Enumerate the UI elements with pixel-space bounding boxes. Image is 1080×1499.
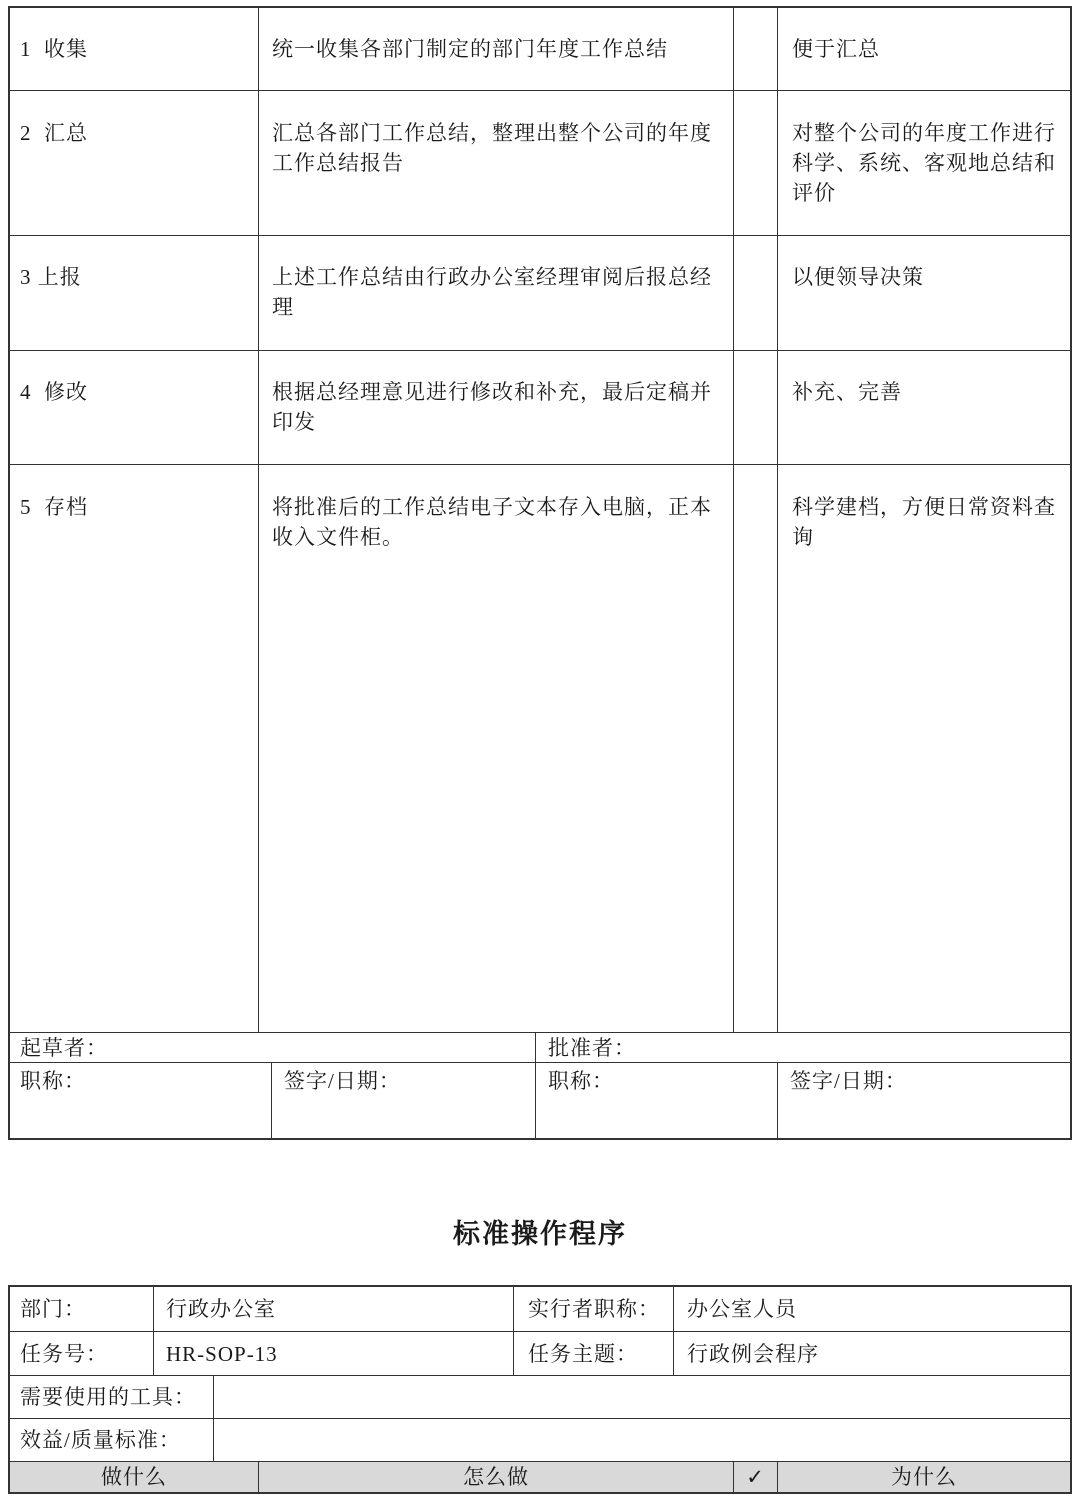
col-divider (513, 1286, 514, 1376)
task-no-value: HR-SOP-13 (166, 1342, 278, 1366)
title-label-right: 职称： (548, 1069, 614, 1093)
row-divider (8, 1375, 1072, 1376)
step-label: 5 存档 (20, 495, 88, 519)
step-label: 4 修改 (20, 380, 88, 404)
table-border-bottom (8, 1138, 1072, 1140)
dept-value: 行政办公室 (166, 1297, 276, 1321)
col-divider (673, 1286, 674, 1376)
table-border-right (1070, 6, 1072, 1140)
step-why: 以便领导决策 (792, 265, 924, 289)
row-divider (8, 1032, 1072, 1033)
row-divider (8, 1062, 1072, 1063)
info-border-bottom (8, 1492, 1072, 1494)
row-divider (8, 1331, 1072, 1332)
checkmark-icon: ✓ (746, 1465, 765, 1489)
col-divider (733, 6, 734, 1033)
col-divider (777, 6, 778, 1033)
col-divider (213, 1375, 214, 1462)
col-divider (258, 6, 259, 1033)
step-why: 补充、完善 (792, 380, 902, 404)
title-label-left: 职称： (20, 1069, 86, 1093)
table-border-left (8, 6, 10, 1140)
step-how: 根据总经理意见进行修改和补充，最后定稿并印发 (272, 380, 712, 434)
step-why: 便于汇总 (792, 37, 880, 61)
col-divider (777, 1062, 778, 1139)
col-divider (153, 1286, 154, 1376)
header-what: 做什么 (101, 1465, 167, 1489)
row-divider (8, 90, 1072, 91)
task-topic-value: 行政例会程序 (687, 1342, 819, 1366)
step-why: 对整个公司的年度工作进行科学、系统、客观地总结和评价 (792, 121, 1056, 205)
task-topic-label: 任务主题： (528, 1342, 638, 1366)
approver-label: 批准者： (548, 1036, 636, 1060)
step-how: 统一收集各部门制定的部门年度工作总结 (272, 37, 668, 61)
step-why: 科学建档，方便日常资料查询 (792, 495, 1056, 549)
step-label: 2 汇总 (20, 121, 88, 145)
row-divider (8, 464, 1072, 465)
info-border-top (8, 1285, 1072, 1287)
sign-date-label-right: 签字/日期： (790, 1069, 907, 1093)
row-divider (8, 1418, 1072, 1419)
row-divider (8, 235, 1072, 236)
row-divider (8, 350, 1072, 351)
col-divider (271, 1062, 272, 1139)
page-title: 标准操作程序 (453, 1219, 627, 1249)
header-how: 怎么做 (463, 1465, 529, 1489)
table-border-top (8, 6, 1072, 8)
step-label: 3 上报 (20, 265, 82, 289)
step-label: 1 收集 (20, 37, 88, 61)
sign-date-label-left: 签字/日期： (284, 1069, 401, 1093)
dept-label: 部门： (20, 1297, 86, 1321)
executor-label: 实行者职称： (528, 1297, 660, 1321)
info-border-right (1070, 1285, 1072, 1494)
executor-value: 办公室人员 (687, 1297, 797, 1321)
benefit-label: 效益/质量标准： (20, 1428, 181, 1452)
step-how: 将批准后的工作总结电子文本存入电脑，正本收入文件柜。 (272, 495, 712, 549)
step-how: 汇总各部门工作总结，整理出整个公司的年度工作总结报告 (272, 121, 712, 175)
tools-label: 需要使用的工具： (20, 1385, 196, 1409)
header-why: 为什么 (891, 1465, 957, 1489)
step-how: 上述工作总结由行政办公室经理审阅后报总经理 (272, 265, 712, 319)
drafter-label: 起草者： (20, 1036, 108, 1060)
col-divider (535, 1032, 536, 1139)
task-no-label: 任务号： (20, 1342, 108, 1366)
